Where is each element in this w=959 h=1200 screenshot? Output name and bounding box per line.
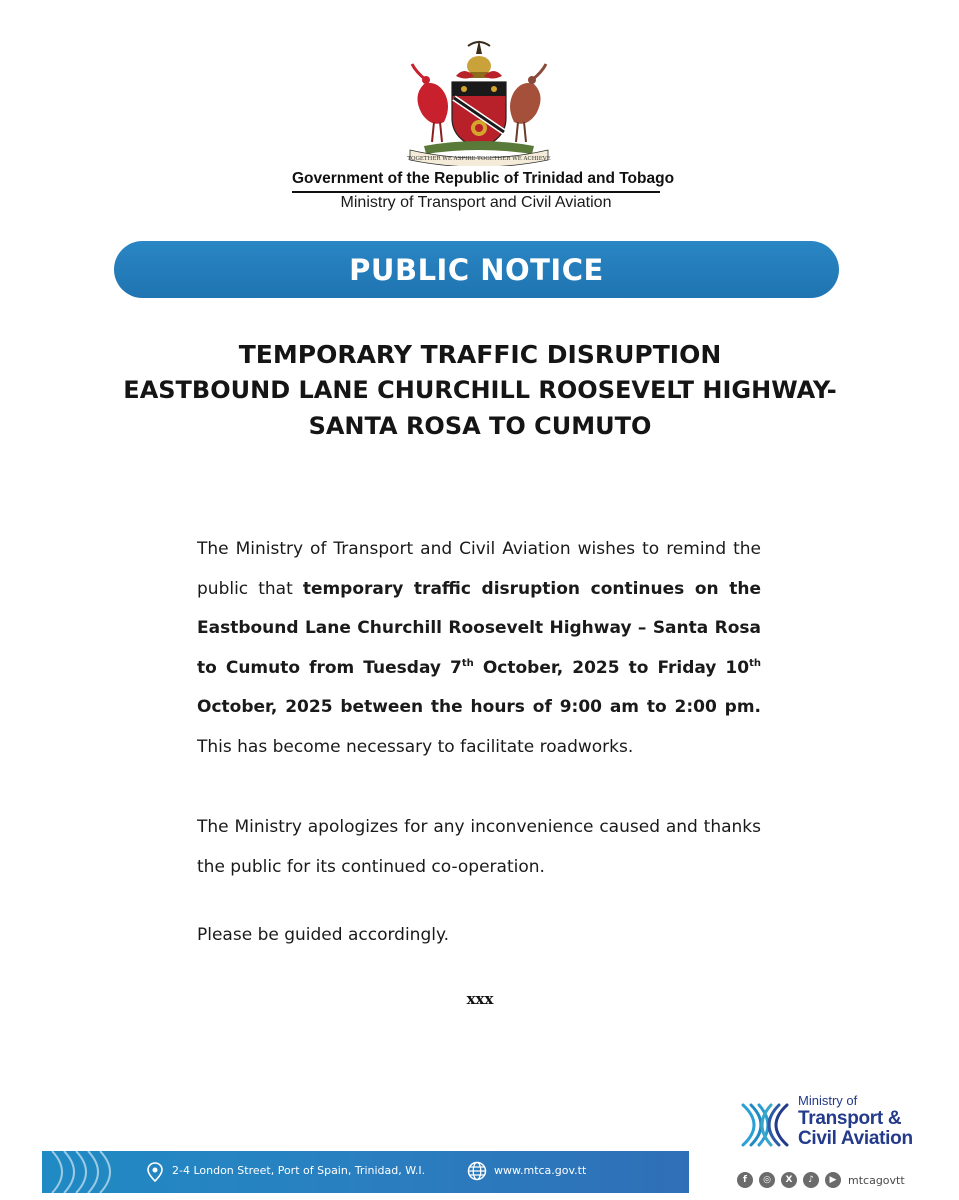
paragraph-1-bold-b: October, 2025 to Friday 10	[473, 657, 750, 678]
headline-line-2: EASTBOUND LANE CHURCHILL ROOSEVELT HIGHWAY-	[123, 376, 837, 404]
paragraph-1-intro: The Ministry of Transport and Civil Aviation wishes to remind the public that	[197, 539, 761, 599]
paragraph-1-bold-a: temporary traffic disruption continues on the Eastbound Lane Churchill Roosevelt Highway – Santa Rosa to Cumuto from Tuesday 7	[197, 578, 761, 678]
location-pin-icon	[146, 1162, 164, 1182]
footer-website[interactable]: www.mtca.gov.tt	[494, 1164, 587, 1177]
banner-label: PUBLIC NOTICE	[349, 252, 604, 287]
end-mark: xxx	[466, 990, 494, 1008]
footer-address: 2-4 London Street, Port of Spain, Trinidad, W.I.	[172, 1164, 426, 1177]
mtca-logo-icon	[737, 1097, 793, 1153]
tiktok-icon[interactable]: ♪	[803, 1172, 819, 1188]
notice-paragraph-1	[197, 530, 772, 767]
notice-paragraph-3: Please be guided accordingly.	[197, 925, 450, 945]
paragraph-1-bold-c: October, 2025 between the hours of 9:00 am to 2:00 pm.	[197, 697, 761, 717]
social-handle[interactable]: mtcagovtt	[848, 1173, 905, 1187]
facebook-icon[interactable]: f	[737, 1172, 753, 1188]
mtca-logo-text	[798, 1094, 913, 1149]
notice-paragraph-2: The Ministry apologizes for any inconvenience caused and thanks the public for its continued co-operation.	[197, 817, 761, 877]
instagram-icon[interactable]: ◎	[759, 1172, 775, 1188]
ordinal-suffix-2: th	[749, 657, 761, 669]
logo-line-2: Transport &	[798, 1108, 902, 1129]
headline-line-3: SANTA ROSA TO CUMUTO	[308, 412, 652, 440]
social-links	[737, 1172, 905, 1188]
government-title: Government of the Republic of Trinidad and Tobago	[292, 170, 660, 193]
logo-line-1: Ministry of	[798, 1093, 858, 1108]
headline-line-1: TEMPORARY TRAFFIC DISRUPTION	[238, 340, 722, 369]
x-icon[interactable]: X	[781, 1172, 797, 1188]
ministry-title: Ministry of Transport and Civil Aviation	[340, 194, 612, 211]
ordinal-suffix-1: th	[461, 657, 474, 669]
globe-icon	[467, 1161, 487, 1181]
paragraph-1-end: This has become necessary to facilitate roadworks.	[197, 697, 772, 757]
logo-line-3: Civil Aviation	[798, 1128, 913, 1149]
svg-text:TOGETHER WE ASPIRE TOGETHER WE: TOGETHER WE ASPIRE TOGETHER WE ACHIEVE	[407, 156, 551, 162]
coat-of-arms-icon	[404, 36, 554, 166]
footer-pattern-icon	[42, 1151, 122, 1193]
public-notice-banner	[114, 241, 839, 298]
youtube-icon[interactable]: ▶	[825, 1172, 841, 1188]
